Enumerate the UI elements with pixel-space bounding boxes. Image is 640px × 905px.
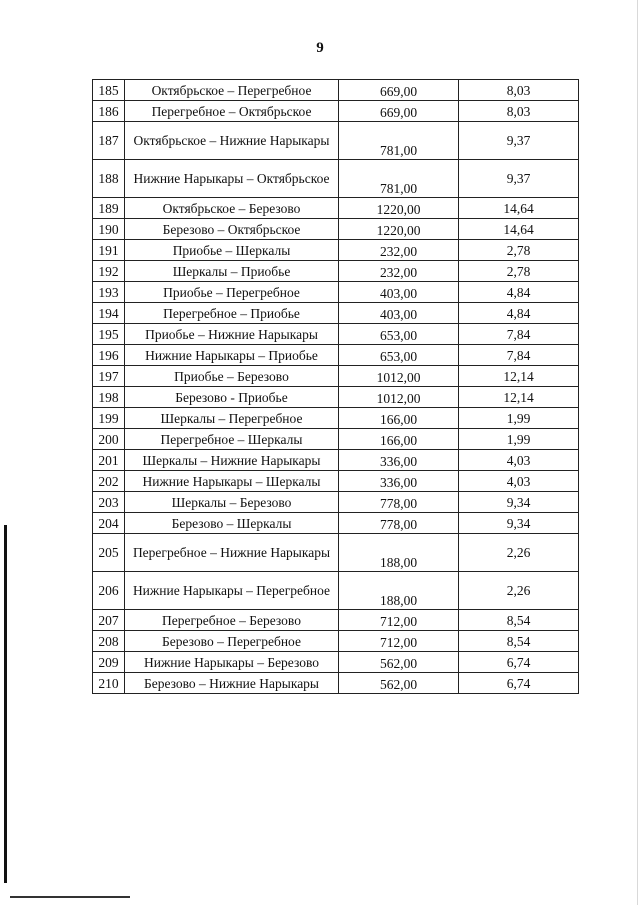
value-cell: 9,37 [459, 160, 579, 198]
table-row [93, 492, 579, 513]
row-number-cell: 187 [93, 122, 125, 160]
table-row [93, 198, 579, 219]
row-number-cell: 191 [93, 240, 125, 261]
value-cell: 2,78 [459, 261, 579, 282]
value-cell: 8,54 [459, 631, 579, 652]
distance-cell: 712,00 [339, 610, 459, 631]
table-row [93, 572, 579, 610]
distance-cell: 669,00 [339, 101, 459, 122]
table-row [93, 303, 579, 324]
route-cell: Березово – Нижние Нарыкары [125, 673, 339, 694]
page-number: 9 [316, 40, 324, 56]
distance-cell: 669,00 [339, 80, 459, 101]
table-row [93, 261, 579, 282]
route-cell: Перегребное – Шеркалы [125, 429, 339, 450]
distance-cell: 781,00 [339, 122, 459, 160]
route-cell: Нижние Нарыкары – Октябрьское [125, 160, 339, 198]
value-cell: 2,78 [459, 240, 579, 261]
table-row [93, 80, 579, 101]
route-cell: Шеркалы – Перегребное [125, 408, 339, 429]
table-row [93, 450, 579, 471]
routes-table [92, 79, 579, 694]
distance-cell: 403,00 [339, 282, 459, 303]
distance-cell: 712,00 [339, 631, 459, 652]
route-cell: Шеркалы – Березово [125, 492, 339, 513]
route-cell: Октябрьское – Перегребное [125, 80, 339, 101]
distance-cell: 653,00 [339, 324, 459, 345]
route-cell: Нижние Нарыкары – Шеркалы [125, 471, 339, 492]
value-cell: 8,03 [459, 101, 579, 122]
table-row [93, 631, 579, 652]
row-number-cell: 205 [93, 534, 125, 572]
value-cell: 1,99 [459, 408, 579, 429]
route-cell: Березово – Октябрьское [125, 219, 339, 240]
row-number-cell: 196 [93, 345, 125, 366]
value-cell: 8,54 [459, 610, 579, 631]
table-row [93, 122, 579, 160]
distance-cell: 1012,00 [339, 366, 459, 387]
route-cell: Перегребное – Нижние Нарыкары [125, 534, 339, 572]
table-row [93, 387, 579, 408]
table-row [93, 610, 579, 631]
distance-cell: 562,00 [339, 652, 459, 673]
value-cell: 8,03 [459, 80, 579, 101]
route-cell: Приобье – Шеркалы [125, 240, 339, 261]
route-cell: Нижние Нарыкары – Приобье [125, 345, 339, 366]
row-number-cell: 194 [93, 303, 125, 324]
distance-cell: 336,00 [339, 471, 459, 492]
value-cell: 7,84 [459, 345, 579, 366]
value-cell: 7,84 [459, 324, 579, 345]
routes-table-body [93, 80, 579, 694]
distance-cell: 653,00 [339, 345, 459, 366]
table-row [93, 282, 579, 303]
row-number-cell: 188 [93, 160, 125, 198]
row-number-cell: 209 [93, 652, 125, 673]
value-cell: 4,03 [459, 450, 579, 471]
value-cell: 4,03 [459, 471, 579, 492]
value-cell: 6,74 [459, 652, 579, 673]
table-row [93, 408, 579, 429]
row-number-cell: 202 [93, 471, 125, 492]
route-cell: Приобье – Нижние Нарыкары [125, 324, 339, 345]
row-number-cell: 185 [93, 80, 125, 101]
table-row [93, 101, 579, 122]
row-number-cell: 189 [93, 198, 125, 219]
table-row [93, 534, 579, 572]
route-cell: Нижние Нарыкары – Перегребное [125, 572, 339, 610]
scan-edge-mark [4, 525, 7, 883]
row-number-cell: 199 [93, 408, 125, 429]
value-cell: 4,84 [459, 282, 579, 303]
table-row [93, 366, 579, 387]
table-row [93, 345, 579, 366]
row-number-cell: 193 [93, 282, 125, 303]
table-row [93, 160, 579, 198]
table-row [93, 673, 579, 694]
row-number-cell: 206 [93, 572, 125, 610]
distance-cell: 232,00 [339, 261, 459, 282]
value-cell: 1,99 [459, 429, 579, 450]
route-cell: Шеркалы – Нижние Нарыкары [125, 450, 339, 471]
table-row [93, 429, 579, 450]
distance-cell: 1220,00 [339, 198, 459, 219]
row-number-cell: 190 [93, 219, 125, 240]
route-cell: Приобье – Березово [125, 366, 339, 387]
value-cell: 14,64 [459, 219, 579, 240]
row-number-cell: 210 [93, 673, 125, 694]
table-row [93, 219, 579, 240]
scan-edge-mark [10, 896, 130, 898]
value-cell: 9,34 [459, 492, 579, 513]
row-number-cell: 204 [93, 513, 125, 534]
distance-cell: 781,00 [339, 160, 459, 198]
value-cell: 12,14 [459, 366, 579, 387]
route-cell: Нижние Нарыкары – Березово [125, 652, 339, 673]
route-cell: Березово – Шеркалы [125, 513, 339, 534]
distance-cell: 188,00 [339, 534, 459, 572]
route-cell: Перегребное – Березово [125, 610, 339, 631]
table-row [93, 240, 579, 261]
row-number-cell: 208 [93, 631, 125, 652]
table-row [93, 471, 579, 492]
table-row [93, 513, 579, 534]
table-row [93, 652, 579, 673]
value-cell: 6,74 [459, 673, 579, 694]
route-cell: Перегребное – Приобье [125, 303, 339, 324]
row-number-cell: 198 [93, 387, 125, 408]
row-number-cell: 201 [93, 450, 125, 471]
distance-cell: 403,00 [339, 303, 459, 324]
value-cell: 9,34 [459, 513, 579, 534]
row-number-cell: 197 [93, 366, 125, 387]
route-cell: Октябрьское – Березово [125, 198, 339, 219]
route-cell: Перегребное – Октябрьское [125, 101, 339, 122]
distance-cell: 562,00 [339, 673, 459, 694]
row-number-cell: 195 [93, 324, 125, 345]
route-cell: Шеркалы – Приобье [125, 261, 339, 282]
route-cell: Березово – Перегребное [125, 631, 339, 652]
distance-cell: 336,00 [339, 450, 459, 471]
row-number-cell: 200 [93, 429, 125, 450]
distance-cell: 166,00 [339, 429, 459, 450]
value-cell: 14,64 [459, 198, 579, 219]
value-cell: 2,26 [459, 572, 579, 610]
distance-cell: 232,00 [339, 240, 459, 261]
distance-cell: 188,00 [339, 572, 459, 610]
route-cell: Приобье – Перегребное [125, 282, 339, 303]
value-cell: 12,14 [459, 387, 579, 408]
route-cell: Березово - Приобье [125, 387, 339, 408]
row-number-cell: 207 [93, 610, 125, 631]
distance-cell: 778,00 [339, 492, 459, 513]
table-row [93, 324, 579, 345]
value-cell: 9,37 [459, 122, 579, 160]
row-number-cell: 192 [93, 261, 125, 282]
distance-cell: 778,00 [339, 513, 459, 534]
distance-cell: 1012,00 [339, 387, 459, 408]
distance-cell: 1220,00 [339, 219, 459, 240]
row-number-cell: 186 [93, 101, 125, 122]
value-cell: 4,84 [459, 303, 579, 324]
row-number-cell: 203 [93, 492, 125, 513]
route-cell: Октябрьское – Нижние Нарыкары [125, 122, 339, 160]
scan-edge-mark [637, 0, 638, 905]
value-cell: 2,26 [459, 534, 579, 572]
distance-cell: 166,00 [339, 408, 459, 429]
